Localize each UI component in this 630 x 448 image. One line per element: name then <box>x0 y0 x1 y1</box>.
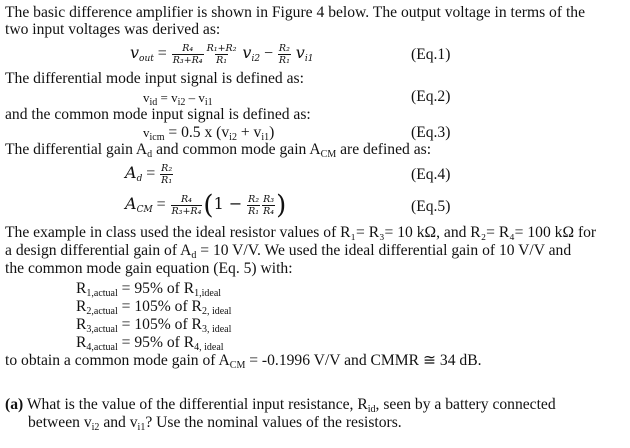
equation-2: $v_{id} = v_{i2} - v_{i1}$ <box>143 90 213 108</box>
one-minus: 1 − <box>213 194 243 213</box>
eq5-fraction-2: $\frac{\text{R₂}}{\text{R₁}}$ <box>248 193 260 217</box>
eq4-tag: (Eq.4) <box>411 166 451 183</box>
resistor-line-2: $R_{2,actual} = 105\%$ of $R_{2, ideal}$ <box>76 298 232 317</box>
example-line-1: The example in class used the ideal resistor values of R₁= R₃= 10 kΩ, and R₂= R₄= 100 kΩ for <box>5 224 597 241</box>
eq1-term-2: $v_{i1}$ <box>295 43 314 64</box>
conclusion-text: to obtain a common mode gain of $A_{CM} = -0.1996$ V/V and CMMR ≅ 34 dB. <box>5 352 482 371</box>
eq3-tag: (Eq.3) <box>411 124 451 141</box>
intro-line-2: two input voltages was derived as: <box>5 21 221 38</box>
diff-mode-text: The differential mode input signal is defined as: <box>5 70 304 87</box>
resistor-line-3: $R_{3,actual} = 105\%$ of $R_{3, ideal}$ <box>76 316 232 335</box>
eq1-fraction-3: $\frac{\text{R₂}}{\text{R₁}}$ <box>278 42 290 66</box>
example-line-2: a design differential gain of $A_d = 10$ V/V. We used the ideal differential gain of 10 V/V and <box>5 242 572 261</box>
right-paren: ) <box>276 190 287 221</box>
question-a-line-2: between $v_{i2}$ and $v_{i1}$? Use the nominal values of the resistors. <box>28 414 402 433</box>
eq4-lhs: $A_d$ <box>125 163 143 184</box>
equals-sign: = <box>146 165 156 182</box>
equation-1 <box>130 40 313 72</box>
example-line-3: the common mode gain equation (Eq. 5) with: <box>5 260 293 277</box>
eq5-lhs: $A_{CM}$ <box>125 194 153 215</box>
eq5-fraction-3: $\frac{\text{R₃}}{\text{R₄}}$ <box>263 193 275 217</box>
gains-text: The differential gain $A_d$ and common mode gain $A_{CM}$ are defined as: <box>5 141 432 160</box>
eq1-tag: (Eq.1) <box>411 46 451 63</box>
question-label: (a) <box>5 396 24 413</box>
intro-line-1: The basic difference amplifier is shown in Figure 4 below. The output voltage in terms of the <box>5 4 585 21</box>
eq2-tag: (Eq.2) <box>411 88 451 105</box>
eq1-fraction-2: $\frac{\text{R₁+R₂}}{\text{R₁}}$ <box>206 42 237 66</box>
eq1-term-1: $v_{i2}$ <box>242 43 261 64</box>
eq1-lhs: $v_{out}$ <box>130 43 154 64</box>
eq5-tag: (Eq.5) <box>411 198 451 215</box>
equals-sign: = <box>156 196 166 213</box>
resistor-line-4: $R_{4,actual} = 95\%$ of $R_{4, ideal}$ <box>76 334 224 353</box>
left-paren: ( <box>203 190 214 221</box>
equation-3: $v_{icm} = 0.5$ x $(v_{i2} + v_{i1})$ <box>143 124 275 143</box>
eq1-fraction-1: $\frac{\text{R₄}}{\text{R₃+R₄}}$ <box>172 42 203 66</box>
question-a-line-1: (a) What is the value of the differential input resistance, $R_{id}$, seen by a battery connected <box>5 396 556 415</box>
minus-sign: − <box>263 45 274 62</box>
equals-sign: = <box>157 45 167 62</box>
common-mode-text: and the common mode input signal is defined as: <box>5 106 311 123</box>
equation-5 <box>125 190 286 224</box>
resistor-line-1: $R_{1,actual} = 95\%$ of $R_{1,ideal}$ <box>76 280 222 299</box>
equation-4 <box>125 160 174 192</box>
eq4-fraction: $\frac{\text{R₂}}{\text{R₁}}$ <box>161 162 173 186</box>
eq5-fraction-1: $\frac{\text{R₄}}{\text{R₃+R₄}}$ <box>171 193 202 217</box>
